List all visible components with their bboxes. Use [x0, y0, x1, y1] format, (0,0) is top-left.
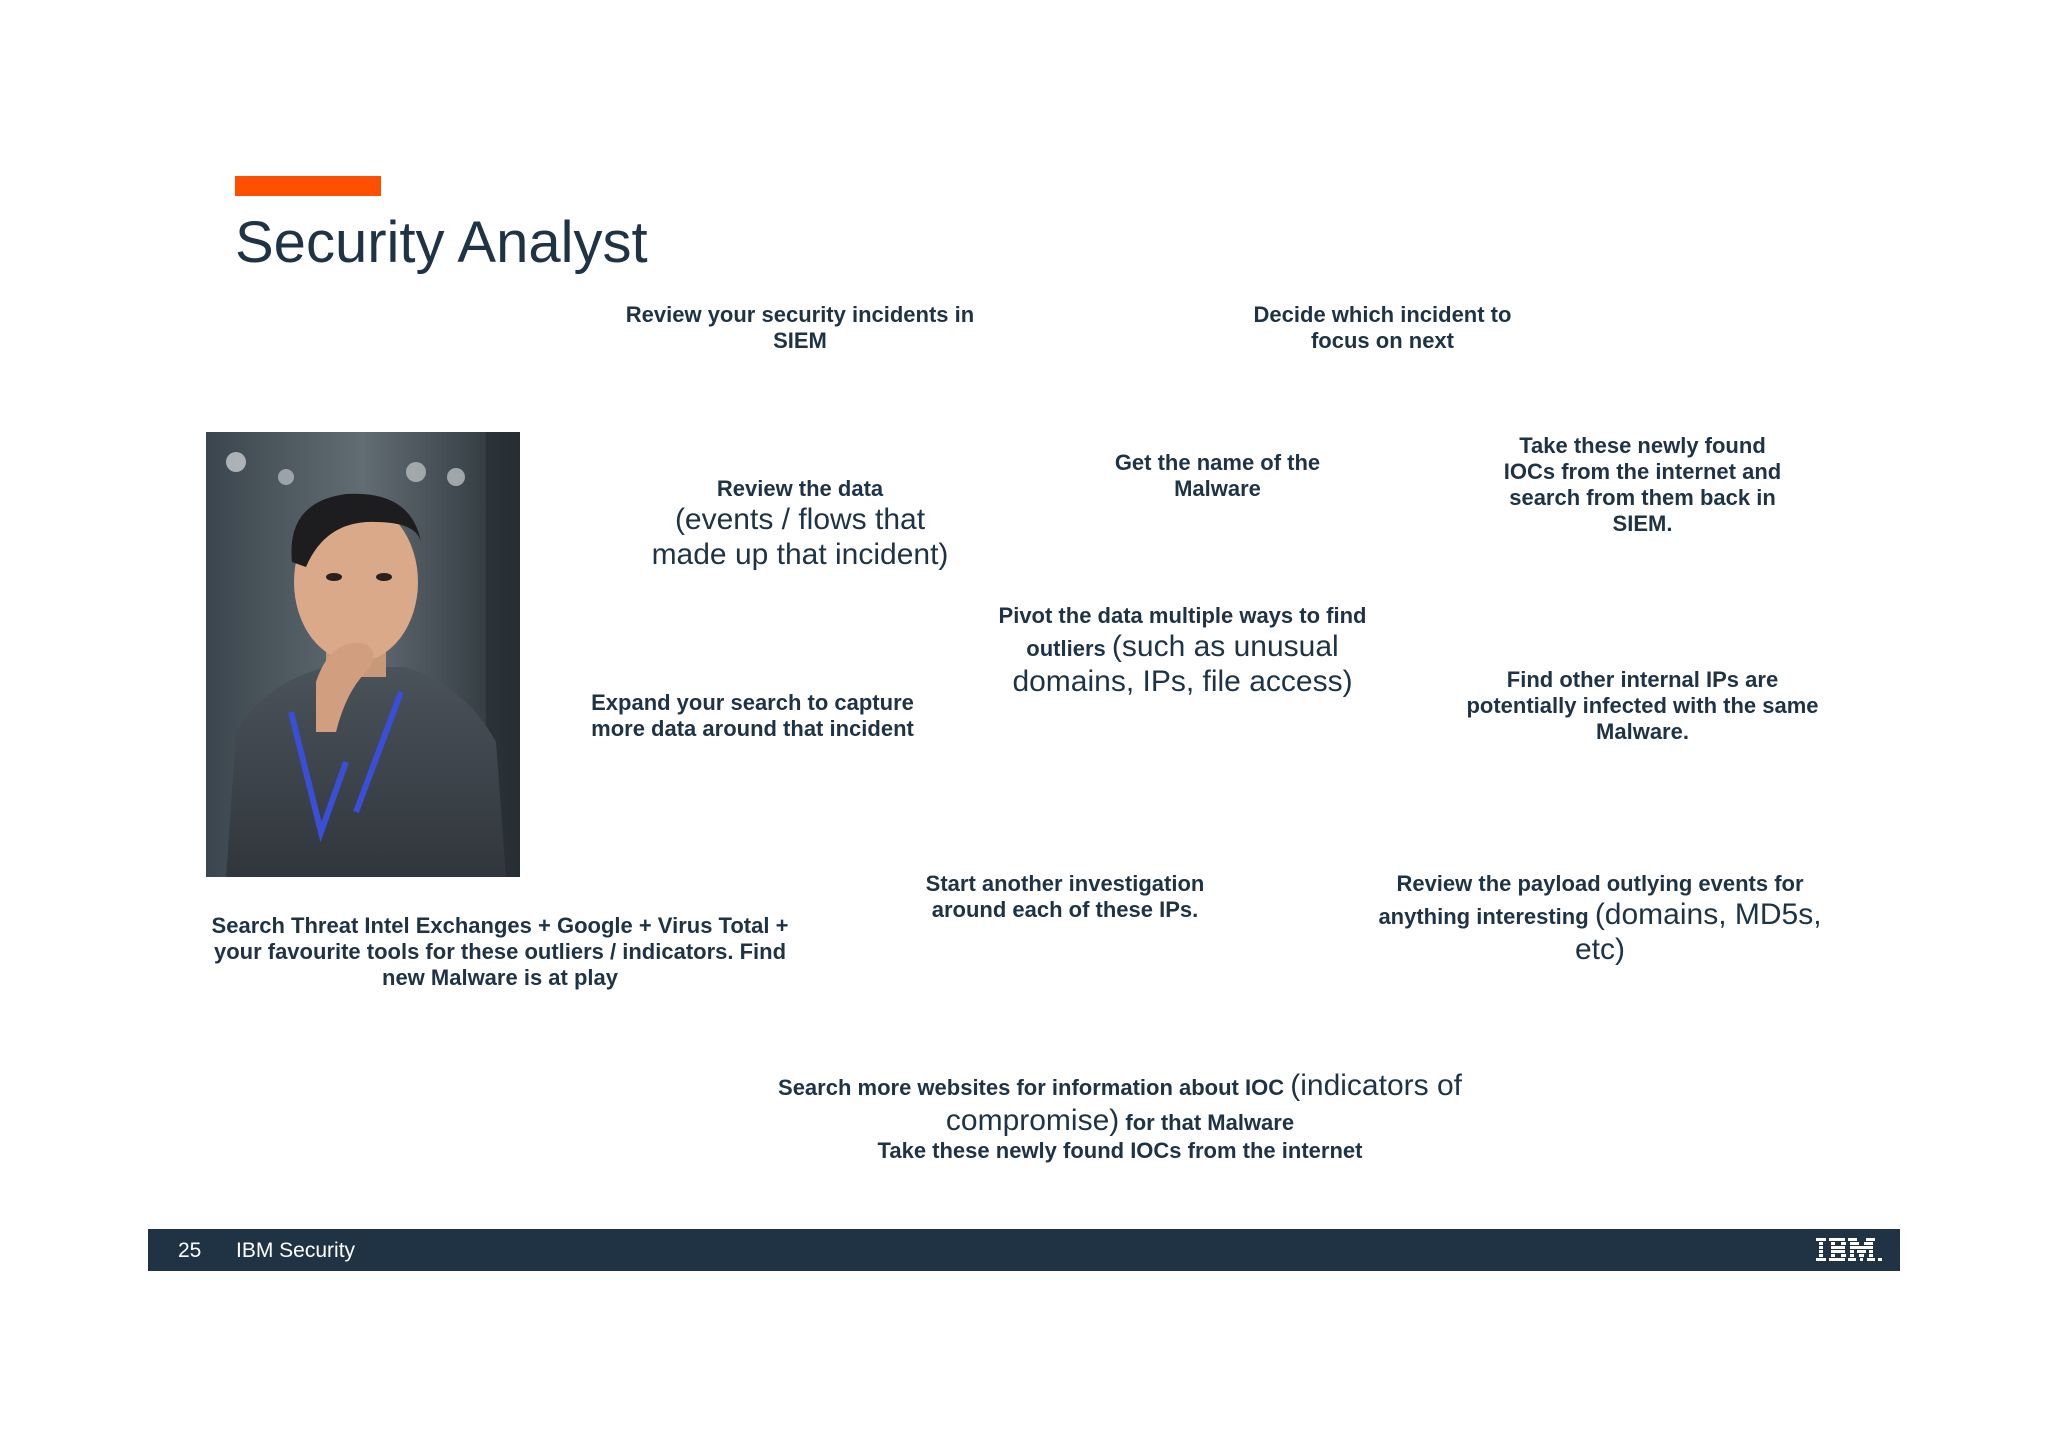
step-text: Review your security incidents in SIEM — [625, 302, 975, 353]
step-find-internal-ips — [1460, 667, 1825, 745]
step-text-bold: Take these newly found IOCs from the internet — [877, 1138, 1363, 1163]
step-search-websites — [770, 1068, 1470, 1164]
step-text-normal: (domains, MD5s, etc) — [1574, 898, 1822, 966]
step-text: Find other internal IPs are potentially infected with the same Malware. — [1466, 667, 1819, 744]
step-text-bold: Review the payload outlying events for anything interesting — [1378, 871, 1804, 929]
step-text: Search Threat Intel Exchanges + Google + Virus Total + your favourite tools for these outliers / indicators. Find new Malware is at play — [211, 913, 789, 990]
page-number: 25 — [178, 1239, 202, 1262]
footer-brand: IBM Security — [236, 1239, 356, 1262]
ibm-logo — [1816, 1236, 1884, 1269]
step-text-bold: for that Malware — [1125, 1110, 1295, 1135]
step-text-bold: Search more websites for information about IOC — [778, 1075, 1285, 1100]
step-text: Get the name of the Malware — [1114, 450, 1321, 501]
step-text-normal: (such as unusual domains, IPs, file access) — [1012, 630, 1353, 698]
step-pivot-data — [995, 603, 1370, 699]
step-text-normal: (events / flows that made up that incident) — [651, 503, 949, 571]
step-text: Start another investigation around each of these IPs. — [925, 871, 1205, 922]
accent-bar — [235, 176, 381, 196]
footer-bar — [148, 1229, 1900, 1271]
step-text: Expand your search to capture more data around that incident — [591, 690, 914, 741]
step-review-data — [640, 476, 960, 572]
step-review-payload — [1375, 871, 1825, 967]
step-review-incidents — [610, 302, 990, 354]
step-text-bold: Pivot the data multiple ways to find outliers — [998, 603, 1367, 661]
step-take-iocs-search — [1495, 433, 1790, 537]
step-search-threat-intel — [200, 913, 800, 991]
step-get-malware-name — [1100, 450, 1335, 502]
step-text-bold: Review the data — [716, 476, 884, 501]
step-text: Decide which incident to focus on next — [1253, 302, 1512, 353]
analyst-photo — [206, 432, 520, 877]
step-text-normal: (indicators of compromise) — [945, 1069, 1462, 1137]
step-text: Take these newly found IOCs from the internet and search from them back in SIEM. — [1503, 433, 1782, 536]
step-expand-search — [580, 690, 925, 742]
step-start-investigation — [905, 871, 1225, 923]
slide-title: Security Analyst — [235, 210, 648, 275]
step-decide-incident — [1250, 302, 1515, 354]
